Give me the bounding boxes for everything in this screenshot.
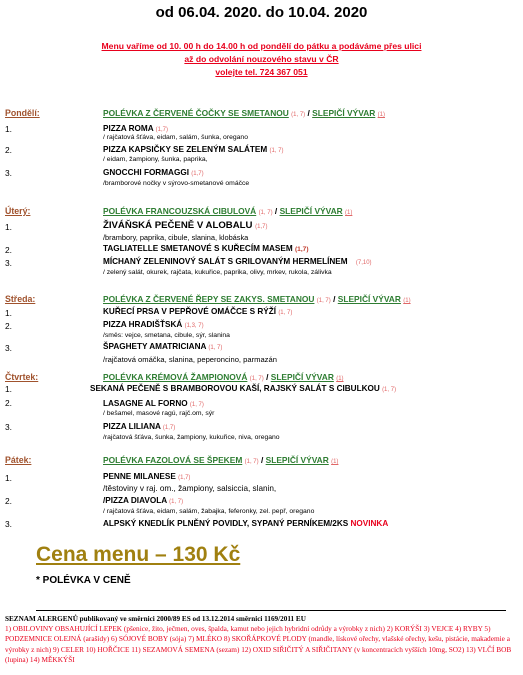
dish-name	[103, 168, 204, 177]
dish-allergens: (1,3, 7)	[184, 323, 204, 329]
menu-price: Cena menu – 130 Kč	[36, 543, 241, 566]
dish-name	[90, 384, 396, 393]
divider	[36, 610, 506, 611]
dish-description: /bramborové nočky v sýrovo-smetanové omáčce	[103, 180, 250, 187]
dish-allergens: (1,7)	[162, 425, 176, 431]
soup2-allergens: (1)	[403, 298, 411, 304]
soup-separator: /	[272, 206, 280, 216]
allergens-title: SEZNAM ALERGENŮ publikovaný ve směrnici 2000/89 ES od 13.12.2014 směrnici 1169/2011 EU	[5, 615, 306, 623]
soup2-allergens: (1)	[336, 376, 344, 382]
soup-line	[103, 206, 352, 216]
dish-name	[103, 145, 284, 154]
day-label: Pátek:	[5, 455, 32, 465]
soup2-allergens: (1)	[331, 459, 339, 465]
dish-name	[103, 519, 388, 528]
soup-name: POLÉVKA Z ČERVENÉ ČOČKY SE SMETANOU	[103, 108, 289, 118]
dish-description: / bešamel, masové ragú, rajč.om, sýr	[103, 410, 215, 417]
soup-line	[103, 108, 385, 118]
dish-title: PIZZA KAPSIČKY SE ZELENÝM SALÁTEM	[103, 145, 268, 154]
dish-description: /těstoviny v raj. om., žampiony, salsiccia, slanin,	[103, 484, 277, 493]
dish-allergens: (1, 7)	[189, 402, 204, 408]
dish-title: MÍCHANÝ ZELENINOVÝ SALÁT S GRILOVANÝM HERMELÍNEM	[103, 257, 348, 266]
soup-name: POLÉVKA KRÉMOVÁ ŽAMPIONOVÁ	[103, 372, 248, 382]
dish-title: GNOCCHI FORMAGGI	[103, 168, 189, 177]
soup-name: POLÉVKA FRANCOUZSKÁ CIBULOVÁ	[103, 206, 257, 216]
soup2-allergens: (1)	[345, 210, 353, 216]
dish-title: SEKANÁ PEČENĚ S BRAMBOROVOU KAŠÍ, RAJSKÝ SALÁT S CIBULKOU	[90, 384, 380, 393]
dish-number: 2.	[5, 245, 12, 255]
dish-description: /rajčatová šťáva, šunka, žampiony, kukuřice, niva, oregano	[103, 434, 280, 441]
soup-allergens: (1, 7)	[249, 376, 264, 382]
dish-title: PIZZA LILIANA	[103, 422, 161, 431]
new-badge: NOVINKA	[350, 519, 389, 528]
dish-name	[103, 257, 372, 266]
dish-number: 2.	[5, 496, 12, 506]
soup2-name: SLEPIČÍ VÝVAR	[270, 372, 334, 382]
dish-number: 2.	[5, 145, 12, 155]
soup-separator: /	[263, 372, 271, 382]
soup-line	[103, 294, 411, 304]
dish-title: ALPSKÝ KNEDLÍK PLNĚNÝ POVIDLY, SYPANÝ PERNÍKEM/2KS	[103, 519, 349, 528]
soup2-name: SLEPIČÍ VÝVAR	[337, 294, 401, 304]
dish-allergens: (1,7)	[155, 127, 168, 133]
dish-description: / zelený salát, okurek, rajčata, kukuřice, paprika, olivy, mrkev, rukola, zálivka	[103, 269, 332, 276]
soup2-name: SLEPIČÍ VÝVAR	[279, 206, 343, 216]
dish-number: 1.	[5, 384, 12, 394]
dish-allergens: (1,7)	[178, 475, 191, 481]
dish-description: /rajčatová omáčka, slanina, peperoncino, parmazán	[103, 355, 277, 364]
dish-allergens: (7,10)	[355, 260, 372, 266]
dish-title: ŽIVÁŇSKÁ PEČENĚ V ALOBALU	[103, 220, 253, 231]
dish-number: 2.	[5, 321, 12, 331]
day-label: Úterý:	[5, 206, 31, 216]
dish-name	[103, 124, 168, 133]
dish-allergens: (1, 7)	[382, 387, 397, 393]
dish-name	[103, 399, 204, 408]
dish-allergens: (1, 7)	[269, 148, 284, 154]
soup-separator: /	[258, 455, 266, 465]
dish-title: PIZZA HRADIŠŤSKÁ	[103, 320, 183, 329]
dish-allergens: (1,7)	[191, 171, 204, 177]
dish-name	[103, 220, 267, 231]
soup-allergens: (1, 7)	[258, 210, 273, 216]
dish-name	[103, 307, 292, 316]
dish-allergens: (1, 7)	[169, 499, 184, 505]
soup-included-note: * POLÉVKA V CENĚ	[36, 575, 131, 586]
dish-name	[103, 320, 204, 329]
dish-allergens: (1, 7)	[208, 345, 223, 351]
dish-number: 3.	[5, 168, 12, 178]
dish-title: ŠPAGHETY AMATRICIANA	[103, 342, 207, 351]
dish-number: 3.	[5, 343, 12, 353]
soup-allergens: (1, 7)	[316, 298, 331, 304]
day-label: Pondělí:	[5, 108, 40, 118]
soup-name: POLÉVKA FAZOLOVÁ SE ŠPEKEM	[103, 455, 243, 465]
soup2-name: SLEPIČÍ VÝVAR	[312, 108, 376, 118]
notice-line-3: volejte tel. 724 367 051	[215, 67, 308, 77]
notice-line-2: až do odvolání nouzového stavu v ČR	[184, 54, 339, 64]
soup-name: POLÉVKA Z ČERVENÉ ŘEPY SE ZAKYS. SMETANOU	[103, 294, 315, 304]
dish-name	[103, 422, 175, 431]
dish-number: 1.	[5, 222, 12, 232]
dish-name	[103, 342, 222, 351]
dish-title: /PIZZA DIAVOLA	[103, 496, 167, 505]
notice-line-1: Menu vaříme od 10. 00 h do 14.00 h od pondělí do pátku a podáváme přes ulici	[101, 41, 422, 51]
menu-title: od 06.04. 2020. do 10.04. 2020	[155, 4, 368, 21]
dish-allergens: (1, 7)	[278, 310, 293, 316]
dish-description: / rajčatová šťáva, eidam, salám, žabajka, feferonky, zel. pepř, oregano	[103, 508, 315, 515]
dish-number: 1.	[5, 124, 12, 134]
day-label: Středa:	[5, 294, 36, 304]
dish-name	[103, 244, 309, 253]
soup-line	[103, 455, 338, 465]
dish-description: /směs: vejce, smetana, cibule, sýr, slanina	[103, 332, 230, 339]
dish-number: 3.	[5, 519, 12, 529]
dish-allergens: (1,7)	[255, 224, 268, 230]
dish-name	[103, 472, 190, 481]
dish-name	[103, 496, 183, 505]
dish-title: PIZZA ROMA	[103, 124, 154, 133]
dish-description: /brambory, paprika, cibule, slanina, klobáska	[103, 233, 249, 242]
dish-title: TAGLIATELLE SMETANOVÉ S KUŘECÍM MASEM	[103, 244, 293, 253]
dish-number: 1.	[5, 473, 12, 483]
dish-title: PENNE MILANESE	[103, 472, 176, 481]
soup2-allergens: (1)	[377, 112, 385, 118]
dish-number: 3.	[5, 258, 12, 268]
soup-separator: /	[305, 108, 313, 118]
dish-number: 2.	[5, 398, 12, 408]
soup-allergens: (1, 7)	[291, 112, 306, 118]
soup2-name: SLEPIČÍ VÝVAR	[265, 455, 329, 465]
allergens-list: 1) OBILOVINY OBSAHUJÍCÍ LEPEK (pšenice, žito, ječmen, oves, špalda, kamut nebo jejich hybridní odrůdy a výrobky z nich) 2) KORÝŠI 3) VEJCE 4) RYBY 5) PODZEMNICE OLEJNÁ (arašídy) 6) SÓJOVÉ BOBY (sója) 7) MLÉKO 8) SKOŘÁPKOVÉ PLODY (mandle, lískové ořechy, vlašské ořechy, kešu, pistácie, makademie a výrobky z nich) 9) CELER 10) HOŘČICE 11) SEZAMOVÁ SEMENA (sezam) 12) OXID SIŘIČITÝ A SIŘIČITANY (v koncentracích vyšších 10mg, SO2) 13) VLČÍ BOB (lupina) 14) MĚKKÝŠI	[5, 624, 512, 665]
soup-line	[103, 372, 344, 382]
soup-allergens: (1, 7)	[244, 459, 259, 465]
dish-description: / rajčatová šťáva, eidam, salám, šunka, oregano	[103, 134, 248, 141]
dish-number: 3.	[5, 422, 12, 432]
dish-description: / eidam, žampiony, šunka, paprika,	[103, 156, 208, 163]
dish-title: LASAGNE AL FORNO	[103, 399, 188, 408]
soup-separator: /	[330, 294, 338, 304]
day-label: Čtvrtek:	[5, 372, 39, 382]
dish-title: KUŘECÍ PRSA V PEPŘOVÉ OMÁČCE S RÝŽÍ	[103, 307, 277, 316]
dish-allergens: (1,7)	[294, 246, 309, 253]
dish-number: 1.	[5, 308, 12, 318]
